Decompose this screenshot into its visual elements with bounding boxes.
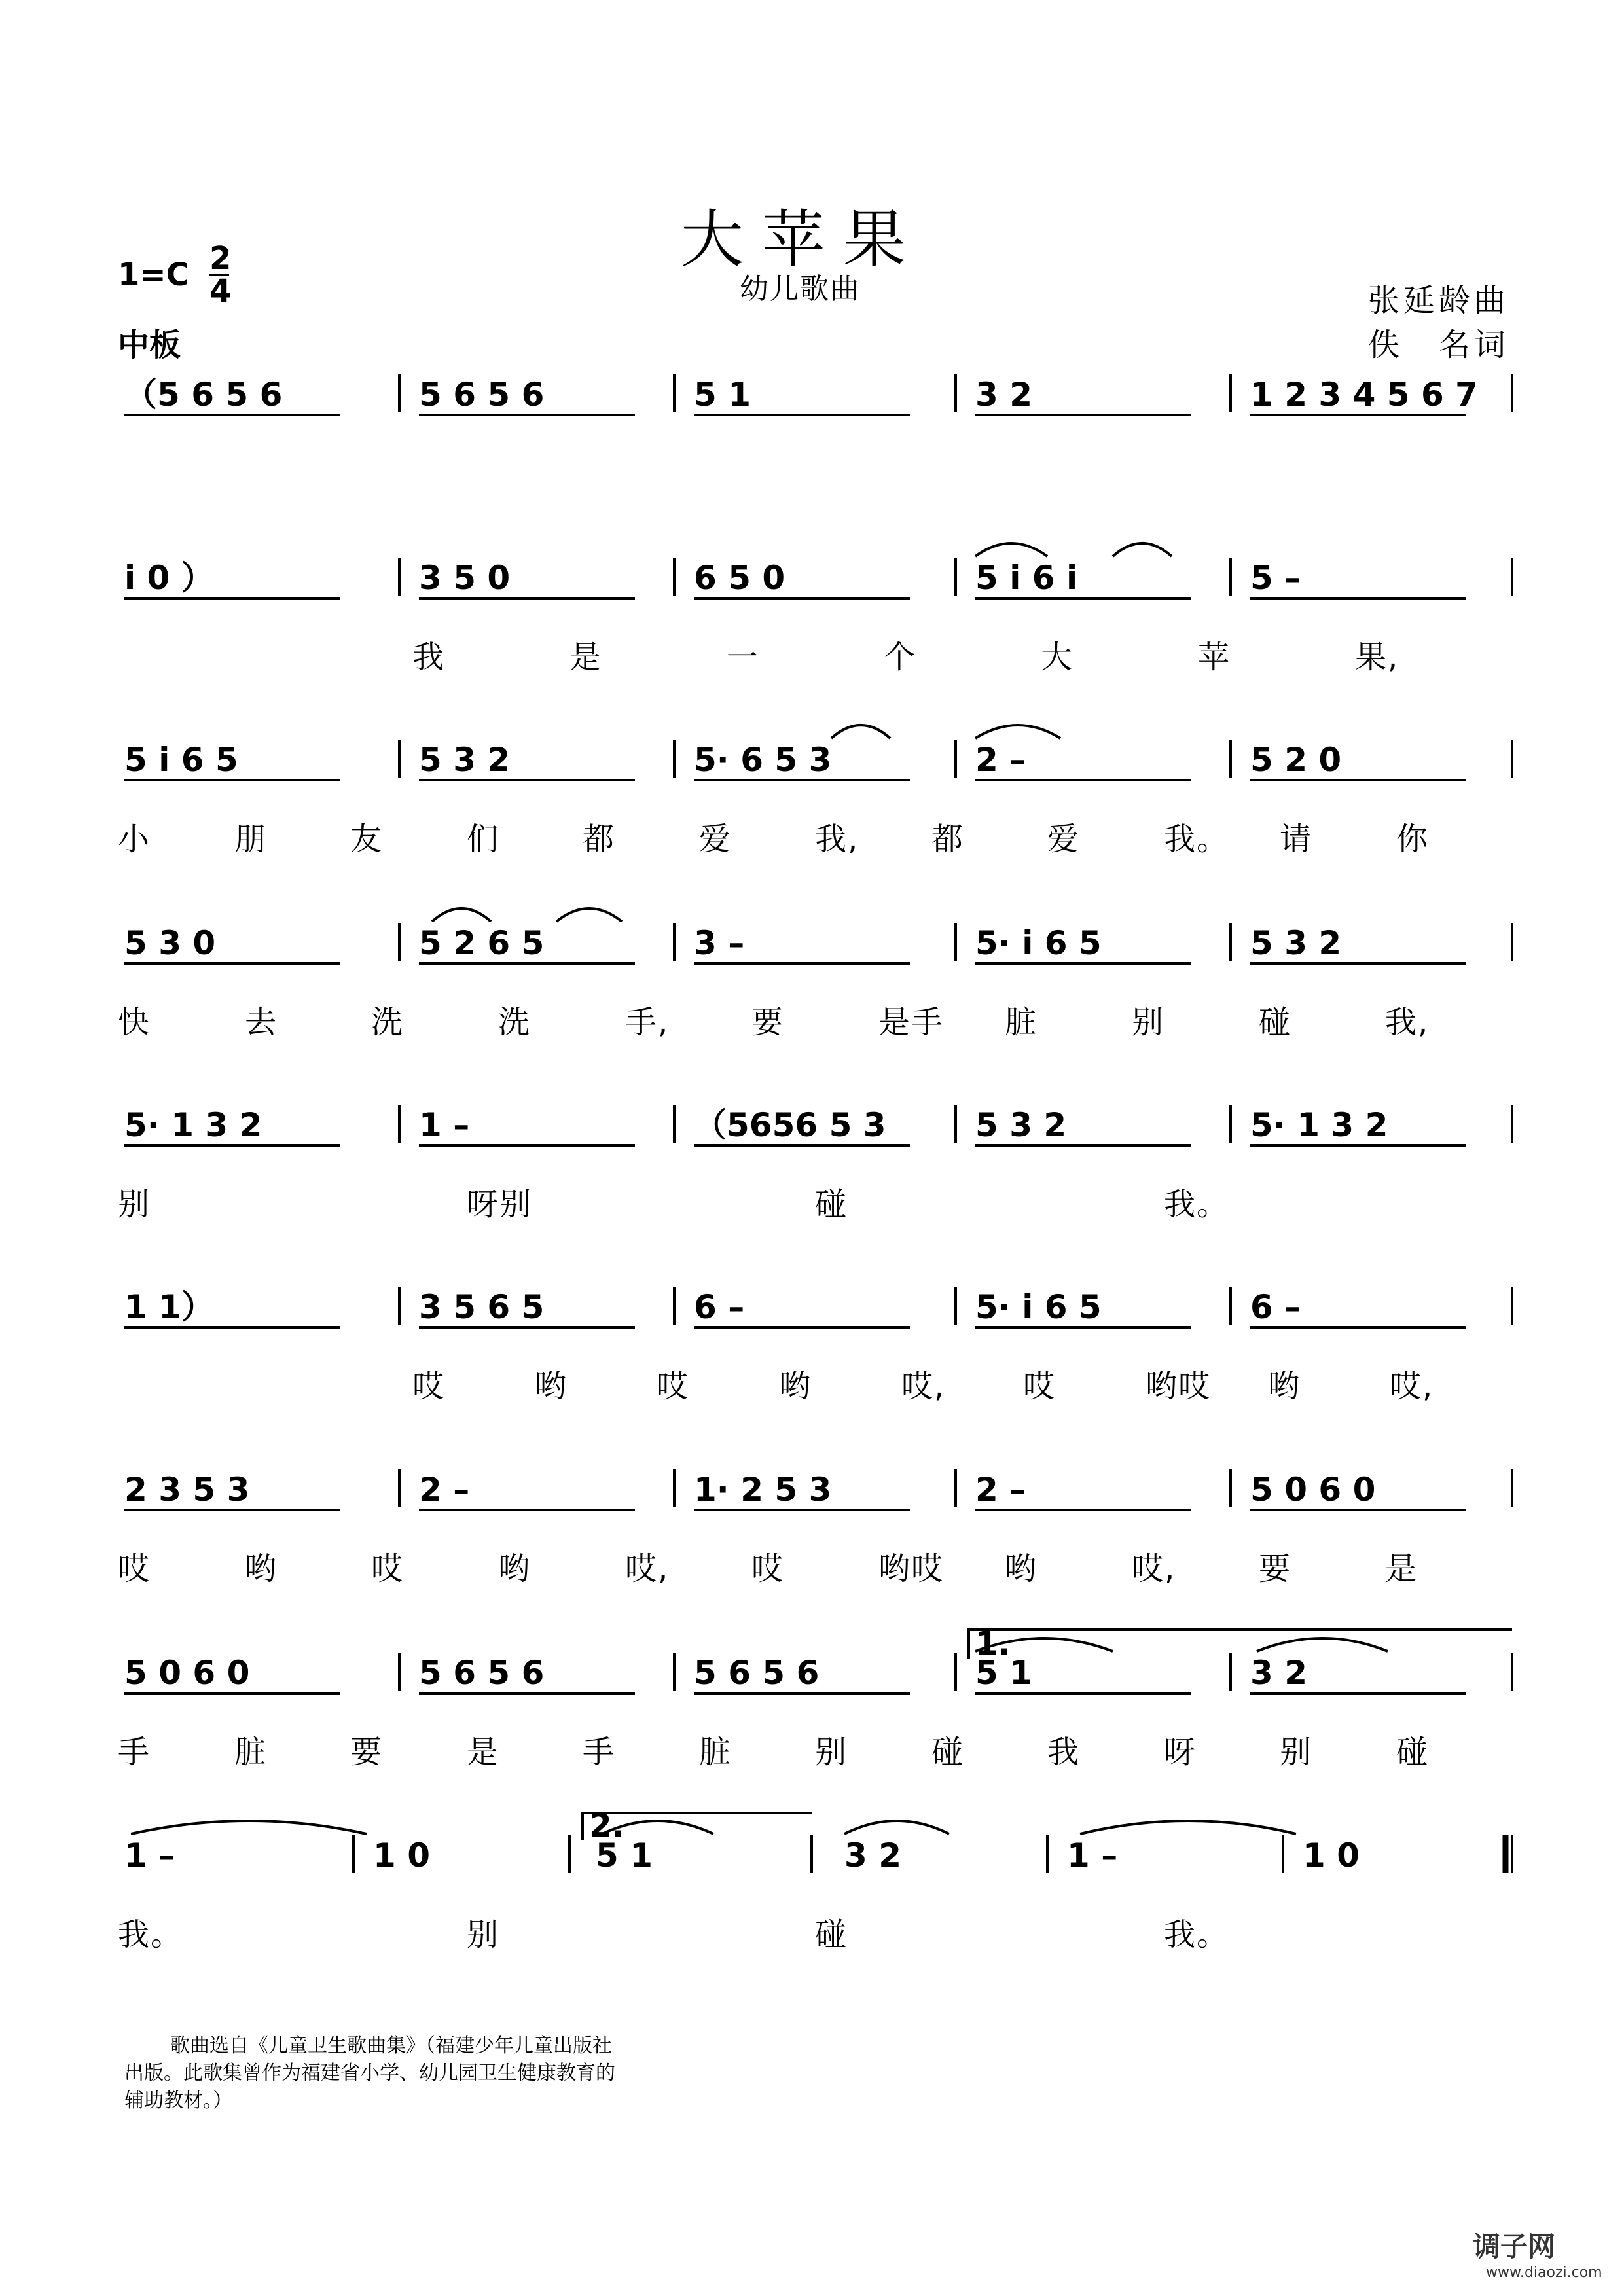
slur-arc — [1257, 1638, 1388, 1651]
lyric-syllable: 脏 — [699, 1734, 732, 1770]
measure-notes: 5· i 6 5 — [975, 924, 1102, 962]
lyric-syllable: 要 — [350, 1734, 384, 1770]
lyric-syllable: 是 — [569, 639, 603, 675]
measure-notes: 5 1 — [596, 1837, 653, 1874]
measure-notes: 3 5 0 — [419, 559, 511, 597]
lyric-syllable: 哟 — [779, 1368, 812, 1405]
measure-notes: 1 0 — [1303, 1837, 1360, 1874]
lyric-syllable: 是 — [467, 1734, 500, 1770]
lyric-syllable: 哎 — [1023, 1368, 1056, 1405]
measure-notes: 5 – — [1250, 559, 1301, 597]
measure-notes: 1 – — [419, 1106, 470, 1144]
lyric-syllable: 别 — [118, 1186, 151, 1223]
lyric-syllable: 哟 — [535, 1368, 568, 1405]
source-note-line2: 出版。此歌集曾作为福建省小学、幼儿园卫生健康教育的 — [124, 2062, 615, 2085]
measure-notes: 1 – — [1067, 1837, 1118, 1874]
lyric-syllable: 我。 — [1164, 821, 1230, 857]
measure-notes: 5 3 2 — [419, 741, 511, 779]
lyric-syllable: 苹 — [1198, 639, 1231, 675]
measure-notes: 3 – — [694, 924, 745, 962]
volta-label-1: 1. — [975, 1624, 1011, 1662]
measure-notes: 5 0 6 0 — [124, 1654, 250, 1692]
lyric-syllable: 大 — [1041, 639, 1074, 675]
lyric-syllable: 我。 — [1164, 1186, 1230, 1223]
lyric-syllable: 都 — [583, 821, 616, 857]
time-denominator: 4 — [209, 273, 232, 310]
lyric-syllable: 是 — [1385, 1551, 1418, 1587]
lyric-syllable: 哎, — [901, 1368, 946, 1405]
lyric-syllable: 是手 — [878, 1004, 945, 1041]
lyric-syllable: 碰 — [931, 1734, 965, 1770]
lyric-syllable: 我, — [1385, 1004, 1430, 1041]
measure-notes: 1 – — [124, 1837, 175, 1874]
lyric-syllable: 一 — [727, 639, 760, 675]
lyric-syllable: 爱 — [699, 821, 732, 857]
measure-notes: 3 2 — [1250, 1654, 1307, 1692]
lyric-syllable: 果, — [1355, 639, 1399, 675]
slur-arc — [556, 908, 622, 922]
lyric-syllable: 请 — [1280, 821, 1313, 857]
watermark-url: www.diaozi.com — [1486, 2265, 1602, 2281]
measure-notes: 3 5 6 5 — [419, 1288, 545, 1326]
measure-notes: i 0 ） — [124, 559, 214, 597]
lyric-syllable: 碰 — [815, 1186, 848, 1223]
measure-notes: 5· 1 3 2 — [1250, 1106, 1388, 1144]
lyric-syllable: 洗 — [371, 1004, 405, 1041]
source-note-line3: 辅助教材。） — [124, 2089, 232, 2112]
volta-bracket-1 — [969, 1630, 1512, 1659]
slur-arc — [844, 1821, 949, 1834]
measure-notes: 5 6 5 6 — [694, 1654, 820, 1692]
lyric-syllable: 手, — [625, 1004, 670, 1041]
lyric-syllable: 快 — [118, 1004, 151, 1041]
slur-arc — [1113, 543, 1172, 556]
lyric-syllable: 哎 — [657, 1368, 690, 1405]
lyric-syllable: 呀 — [1164, 1734, 1197, 1770]
watermark-site: 调子网 — [1473, 2231, 1556, 2263]
lyric-syllable: 手 — [118, 1734, 151, 1770]
measure-notes: 6 – — [1250, 1288, 1301, 1326]
lyric-syllable: 友 — [350, 821, 384, 857]
lyric-syllable: 哟 — [245, 1551, 278, 1587]
time-numerator: 2 — [209, 240, 232, 277]
lyric-syllable: 我 — [412, 639, 446, 675]
lyric-syllable: 小 — [118, 821, 151, 857]
measure-notes: 5 i 6 5 — [124, 741, 238, 779]
measure-notes: 1 0 — [373, 1837, 430, 1874]
lyric-syllable: 别 — [1132, 1004, 1165, 1041]
measure-notes: 5 6 5 6 — [419, 376, 545, 414]
lyric-syllable: 碰 — [815, 1916, 848, 1953]
measure-notes: 2 – — [975, 1471, 1026, 1509]
measure-notes: 5 3 0 — [124, 924, 216, 962]
lyric-syllable: 要 — [751, 1004, 785, 1041]
slur-arc — [432, 908, 491, 922]
measure-notes: 5 0 6 0 — [1250, 1471, 1376, 1509]
lyric-syllable: 去 — [245, 1004, 278, 1041]
tempo-marking: 中板 — [118, 327, 181, 363]
measure-notes: （5 6 5 6 — [124, 376, 283, 414]
lyric-syllable: 我。 — [118, 1916, 184, 1953]
source-note-line1: 歌曲选自《儿童卫生歌曲集》（福建少年儿童出版社 — [170, 2034, 612, 2057]
lyric-syllable: 哎, — [1390, 1368, 1434, 1405]
lyric-syllable: 碰 — [1396, 1734, 1430, 1770]
song-subtitle: 幼儿歌曲 — [740, 272, 860, 306]
lyric-syllable: 哟 — [1268, 1368, 1301, 1405]
staff-notation — [124, 374, 1512, 1874]
lyric-syllable: 都 — [931, 821, 965, 857]
lyric-syllable: 脏 — [234, 1734, 268, 1770]
lyric-syllable: 别 — [467, 1916, 500, 1953]
volta-label-2: 2. — [589, 1806, 624, 1844]
measure-notes: 3 2 — [844, 1837, 901, 1874]
song-title: 大苹果 — [681, 203, 924, 276]
lyric-syllable: 哟 — [498, 1551, 532, 1587]
measure-notes: 5· 1 3 2 — [124, 1106, 262, 1144]
measure-notes: 3 2 — [975, 376, 1032, 414]
slur-arc — [975, 725, 1060, 738]
measure-notes: 6 5 0 — [694, 559, 785, 597]
measure-notes: 5 2 6 5 — [419, 924, 545, 962]
lyric-syllable: 要 — [1259, 1551, 1292, 1587]
lyric-syllable: 碰 — [1259, 1004, 1292, 1041]
slur-arc — [831, 725, 890, 738]
lyric-syllable: 哎 — [751, 1551, 785, 1587]
lyric-syllable: 别 — [1280, 1734, 1313, 1770]
slur-arc — [131, 1821, 367, 1834]
measure-notes: （5656 5 3 — [694, 1106, 886, 1144]
measure-notes: 5 6 5 6 — [419, 1654, 545, 1692]
measure-notes: 1 2 3 4 5 6 7 — [1250, 376, 1478, 414]
measure-notes: 1· 2 5 3 — [694, 1471, 832, 1509]
lyric-syllable: 哎, — [1132, 1551, 1176, 1587]
lyric-syllable: 我 — [1047, 1734, 1081, 1770]
lyric-syllable: 朋 — [234, 821, 268, 857]
slur-arc — [975, 543, 1047, 556]
lyric-syllable: 哟 — [1005, 1551, 1038, 1587]
lyric-syllable: 我, — [815, 821, 859, 857]
measure-notes: 5 1 — [694, 376, 751, 414]
measure-notes: 5 1 — [975, 1654, 1032, 1692]
lyric-syllable: 哎, — [625, 1551, 670, 1587]
lyric-syllable: 洗 — [498, 1004, 532, 1041]
lyric-syllable: 们 — [467, 821, 500, 857]
lyric-syllable: 呀别 — [467, 1186, 533, 1223]
measure-notes: 2 – — [975, 741, 1026, 779]
measure-notes: 2 – — [419, 1471, 470, 1509]
key-label: 1=C — [118, 257, 189, 293]
measure-notes: 5· i 6 5 — [975, 1288, 1102, 1326]
lyric-syllable: 别 — [815, 1734, 848, 1770]
measure-notes: 5 3 2 — [975, 1106, 1067, 1144]
measure-notes: 2 3 5 3 — [124, 1471, 250, 1509]
lyric-syllable: 我。 — [1164, 1916, 1230, 1953]
lyric-syllable: 脏 — [1005, 1004, 1038, 1041]
measure-notes: 5 2 0 — [1250, 741, 1342, 779]
measure-notes: 6 – — [694, 1288, 745, 1326]
lyric-syllable: 手 — [583, 1734, 616, 1770]
measure-notes: 5 i 6 i — [975, 559, 1078, 597]
lyric-syllable: 哎 — [412, 1368, 446, 1405]
lyric-syllable: 个 — [884, 639, 917, 675]
lyric-syllable: 爱 — [1047, 821, 1081, 857]
lyric-syllable: 你 — [1396, 821, 1430, 857]
lyric-syllable: 哟哎 — [1146, 1368, 1212, 1405]
measure-notes: 5· 6 5 3 — [694, 741, 832, 779]
lyric-syllable: 哎 — [371, 1551, 405, 1587]
lyric-syllable: 哎 — [118, 1551, 151, 1587]
slur-arc — [1080, 1821, 1296, 1834]
lyric-syllable: 哟哎 — [878, 1551, 945, 1587]
lyricist-credit: 佚 名词 — [1368, 327, 1510, 363]
measure-notes: 5 3 2 — [1250, 924, 1342, 962]
measure-notes: 1 1） — [124, 1288, 214, 1326]
composer-credit: 张延龄曲 — [1368, 282, 1510, 319]
